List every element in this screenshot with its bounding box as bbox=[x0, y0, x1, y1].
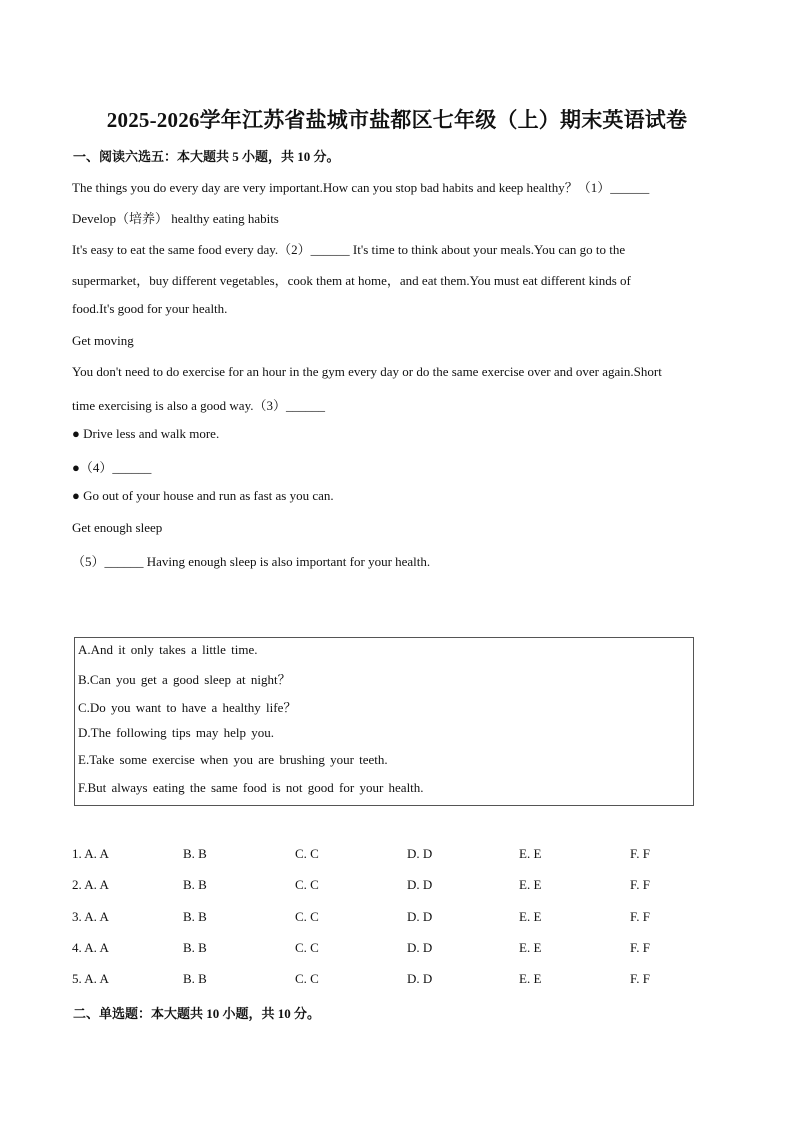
question-row bbox=[72, 877, 692, 895]
question-row bbox=[72, 971, 692, 989]
options-box bbox=[74, 637, 694, 806]
question-choice[interactable]: B. B bbox=[183, 877, 207, 892]
option-item: B.Can you get a good sleep at night？ bbox=[78, 672, 291, 687]
question-row bbox=[72, 940, 692, 958]
question-row bbox=[72, 846, 692, 864]
question-choice[interactable]: F. F bbox=[630, 909, 650, 924]
question-choice[interactable]: E. E bbox=[519, 940, 542, 955]
passage-line: supermarket，buy different vegetables，cook them at home，and eat them.You must eat different kinds of bbox=[72, 273, 631, 288]
question-choice[interactable]: C. C bbox=[295, 909, 319, 924]
question-choice[interactable]: 5. A. A bbox=[72, 971, 109, 986]
question-choice[interactable]: C. C bbox=[295, 940, 319, 955]
question-choice[interactable]: C. C bbox=[295, 846, 319, 861]
passage-line: food.It's good for your health. bbox=[72, 301, 228, 316]
passage-line: You don't need to do exercise for an hour in the gym every day or do the same exercise over and over again.Short bbox=[72, 364, 662, 379]
question-choice[interactable]: 4. A. A bbox=[72, 940, 109, 955]
question-choice[interactable]: 1. A. A bbox=[72, 846, 109, 861]
question-choice[interactable]: B. B bbox=[183, 909, 207, 924]
option-item: E.Take some exercise when you are brushing your teeth. bbox=[78, 752, 388, 767]
question-choice[interactable]: B. B bbox=[183, 846, 207, 861]
option-item: F.But always eating the same food is not good for your health. bbox=[78, 780, 424, 795]
question-choice[interactable]: 2. A. A bbox=[72, 877, 109, 892]
question-choice[interactable]: E. E bbox=[519, 971, 542, 986]
question-choice[interactable]: B. B bbox=[183, 971, 207, 986]
option-item: C.Do you want to have a healthy life？ bbox=[78, 700, 297, 715]
passage-line: time exercising is also a good way.（3）______ bbox=[72, 398, 325, 413]
passage-line: ●（4）______ bbox=[72, 460, 152, 475]
question-choice[interactable]: E. E bbox=[519, 877, 542, 892]
question-choice[interactable]: F. F bbox=[630, 971, 650, 986]
passage-line: Get moving bbox=[72, 333, 134, 348]
question-choice[interactable]: C. C bbox=[295, 877, 319, 892]
question-choice[interactable]: D. D bbox=[407, 877, 433, 892]
question-choice[interactable]: B. B bbox=[183, 940, 207, 955]
section-1-heading: 一、阅读六选五：本大题共 5 小题，共 10 分。 bbox=[73, 149, 340, 164]
question-choice[interactable]: D. D bbox=[407, 971, 433, 986]
passage-line: ● Go out of your house and run as fast as you can. bbox=[72, 488, 334, 503]
passage-line: ● Drive less and walk more. bbox=[72, 426, 220, 441]
question-choice[interactable]: E. E bbox=[519, 909, 542, 924]
passage-line: It's easy to eat the same food every day.（2）______ It's time to think about your meals.You can go to the bbox=[72, 242, 626, 257]
page-title: 2025-2026学年江苏省盐城市盐都区七年级（上）期末英语试卷 bbox=[106, 108, 688, 132]
passage-line: Develop（培养） healthy eating habits bbox=[72, 211, 279, 226]
question-choice[interactable]: E. E bbox=[519, 846, 542, 861]
question-choice[interactable]: 3. A. A bbox=[72, 909, 109, 924]
question-choice[interactable]: F. F bbox=[630, 877, 650, 892]
question-choice[interactable]: C. C bbox=[295, 971, 319, 986]
passage-line: Get enough sleep bbox=[72, 520, 163, 535]
question-choice[interactable]: F. F bbox=[630, 940, 650, 955]
option-item: D.The following tips may help you. bbox=[78, 725, 274, 740]
question-choice[interactable]: F. F bbox=[630, 846, 650, 861]
question-choice[interactable]: D. D bbox=[407, 940, 433, 955]
passage-line: The things you do every day are very important.How can you stop bad habits and keep healthy？（1）______ bbox=[72, 180, 650, 195]
question-row bbox=[72, 909, 692, 927]
passage-line: （5）______ Having enough sleep is also important for your health. bbox=[72, 554, 431, 569]
question-choice[interactable]: D. D bbox=[407, 846, 433, 861]
question-choice[interactable]: D. D bbox=[407, 909, 433, 924]
section-2-heading: 二、单选题：本大题共 10 小题，共 10 分。 bbox=[73, 1006, 321, 1021]
option-item: A.And it only takes a little time. bbox=[78, 642, 258, 657]
